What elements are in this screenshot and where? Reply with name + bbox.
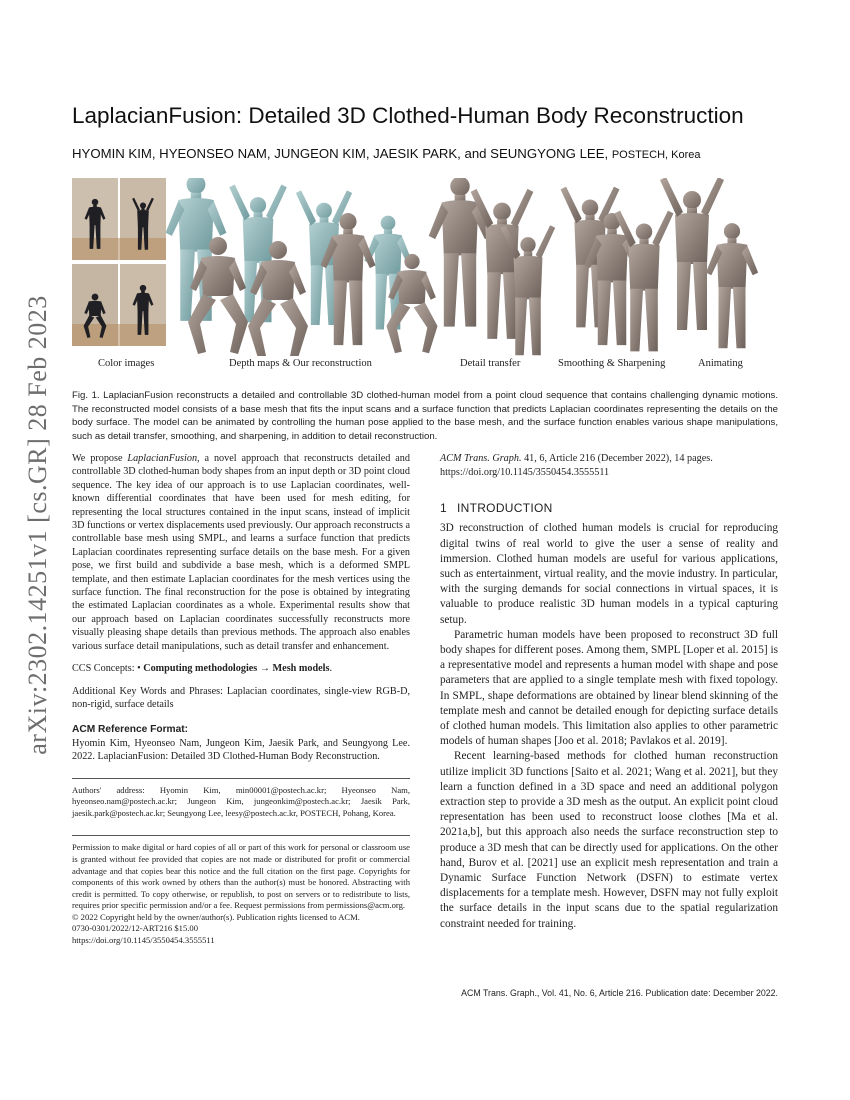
abstract-lead: We propose <box>72 453 128 464</box>
authors-address: Authors' address: Hyomin Kim, min00001@postech.ac.kr; Hyeonseo Nam, hyeonseo.nam@postech.ac.kr; Jungeon Kim, jungeonkim@postech.ac.kr; Jaesik Park, jaesik.park@postech.ac.kr; Seungyong Lee, leesy@postech.ac.kr, POSTECH, Pohang, Korea. <box>72 784 410 818</box>
abstract <box>72 452 410 653</box>
divider-address <box>72 778 410 779</box>
teaser-illustration <box>72 178 778 356</box>
ccs-end: . <box>329 663 332 675</box>
ccs-lead: CCS Concepts: • <box>72 663 144 675</box>
doi-line[interactable]: https://doi.org/10.1145/3550454.3555511 <box>72 935 215 946</box>
section-title: INTRODUCTION <box>456 501 553 516</box>
citation-line <box>440 452 778 479</box>
divider-permission <box>72 835 410 836</box>
color-image-grid <box>72 178 166 346</box>
reference-format-text: Hyomin Kim, Hyeonseo Nam, Jungeon Kim, Jaesik Park, and Seungyong Lee. 2022. LaplacianFusion: Detailed 3D Clothed-Human Body Reconstruction. <box>72 737 410 763</box>
ccs-term: Computing methodologies → Mesh models <box>143 663 330 675</box>
ccs-concepts <box>72 662 410 675</box>
abstract-method-name: LaplacianFusion <box>127 453 198 464</box>
issn-line: 0730-0301/2022/12-ART216 $15.00 <box>72 923 198 934</box>
affiliation: POSTECH, Korea <box>611 149 701 161</box>
intro-paragraph-2: Parametric human models have been proposed to reconstruct 3D full body shapes for different poses. Among them, SMPL [Loper et al. 2015] is a representative model and represents a human model with shape and pose parameters that are applied to a single template mesh with fixed topology. In SMPL, shape deformations are obtained by linear blend skinning of the template mesh and cannot be detailed enough for depicting surface details of clothed human models. This limitation also applies to other parametric models of human shapes [Joo et al. 2018; Pavlakos et al. 2019]. <box>440 628 778 748</box>
intro-paragraph-1: 3D reconstruction of clothed human models is crucial for reproducing digital twins of real world to give the user a sense of reality and immersion. Clothed human models are useful for various applications, such as entertainment, virtual reality, and the movie industry. In particular, with the surging demands for social connections in virtual spaces, it is valuable to produce realistic 3D human models in a typical capturing setup. <box>440 522 778 626</box>
arxiv-stamp-text: arXiv:2302.14251v1 [cs.GR] 28 Feb 2023 <box>23 295 53 755</box>
copyright-line: © 2022 Copyright held by the owner/author(s). Publication rights licensed to ACM. <box>72 911 360 922</box>
label-depth-reconstruction: Depth maps & Our reconstruction <box>229 358 372 369</box>
citation-journal: ACM Trans. Graph. <box>440 453 522 464</box>
permission-notice: Permission to make digital or hard copies of all or part of this work for personal or classroom use is granted without fee provided that copies are not made or distributed for profit or commercial advantage and that copies bear this notice and the full citation on the first page. Copyrights for components of this work owned by others than the author(s) must be honored. Abstracting with credit is permitted. To copy otherwise, or republish, to post on servers or to redistribute to lists, requires prior specific permission and/or a fee. Request permissions from permissions@acm.org. <box>72 842 410 911</box>
figure-caption: Fig. 1. LaplacianFusion reconstructs a detailed and controllable 3D clothed-human model from a point cloud sequence that contains challenging dynamic motions. The reconstructed model consists of a base mesh that fits the input scans and a surface function that predicts Laplacian coordinates representing the details on the body surface. The model can be animated by controlling the human pose applied to the base mesh, and the surface function enables various shape manipulations, such as detail transfer, smoothing, and sharpening, in addition to detail reconstruction. <box>72 390 778 442</box>
citation-rest: 41, 6, Article 216 (December 2022), 14 pages. https://doi.org/10.1145/3550454.3555511 <box>440 453 713 478</box>
label-animating: Animating <box>698 358 743 369</box>
label-color-images: Color images <box>98 358 155 369</box>
left-column <box>72 452 410 947</box>
section-heading <box>440 501 778 516</box>
page-footer: ACM Trans. Graph., Vol. 41, No. 6, Article 216. Publication date: December 2022. <box>461 988 778 998</box>
paper-title: LaplacianFusion: Detailed 3D Clothed-Human Body Reconstruction <box>72 103 744 128</box>
author-names: HYOMIN KIM, HYEONSEO NAM, JUNGEON KIM, JAESIK PARK, and SEUNGYONG LEE, <box>72 146 609 161</box>
label-detail-transfer: Detail transfer <box>460 358 521 369</box>
arxiv-stamp <box>8 295 68 755</box>
animating-meshes <box>660 178 758 348</box>
label-smoothing-sharpening: Smoothing & Sharpening <box>558 358 666 369</box>
teaser-figure <box>72 178 778 378</box>
detail-transfer-meshes <box>429 178 556 355</box>
reference-format-heading: ACM Reference Format: <box>72 724 189 736</box>
smoothing-meshes <box>561 187 674 352</box>
right-column <box>440 452 778 932</box>
section-number: 1 <box>440 501 447 516</box>
intro-paragraph-3: Recent learning-based methods for clothed human reconstruction utilize implicit 3D functions [Saito et al. 2021; Wang et al. 2021], but they learn a function defined in a 3D space and need an additional polygon extraction step to provide a 3D mesh as the output. An explicit point cloud representation has been used to reconstruct loose clothes [Ma et al. 2021a,b], but this approach also needs the surface reconstruction step to produce a 3D mesh that can be directly used for applications. On the other hand, Burov et al. [2021] use an explicit mesh representation and train a Dynamic Surface Function Network (DSFN) to estimate vertex displacements for a template mesh. However, DSFN may not fully exploit the surface details in the input scans due to the spatial regularization constraint needed for training. <box>440 750 778 930</box>
abstract-body: , a novel approach that reconstructs detailed and controllable 3D clothed-human body shapes from an input depth or 3D point cloud sequence. The key idea of our approach is to use Laplacian coordinates, well-known differential coordinates that have been used for mesh editing, for representing the local structures contained in the input scans, instead of implicit 3D functions or vertex displacements used previously. Our approach reconstructs a controllable base mesh using SMPL, and learns a surface function that predicts Laplacian coordinates representing surface details on the base mesh. For a given pose, we first build and subdivide a base mesh, which is a deformed SMPL template, and then estimate Laplacian coordinates for the mesh vertices using the surface function. The final reconstruction for the pose is obtained by integrating the estimated Laplacian coordinates as a whole. Experimental results show that our approach based on Laplacian coordinates successfully reconstructs more visually pleasing shape details than previous methods. The approach also enables various surface detail manipulations, such as detail transfer and enhancement. <box>72 453 410 652</box>
keywords: Additional Key Words and Phrases: Laplacian coordinates, single-view RGB-D, non-rigid, surface details <box>72 685 410 710</box>
author-list <box>72 146 700 161</box>
